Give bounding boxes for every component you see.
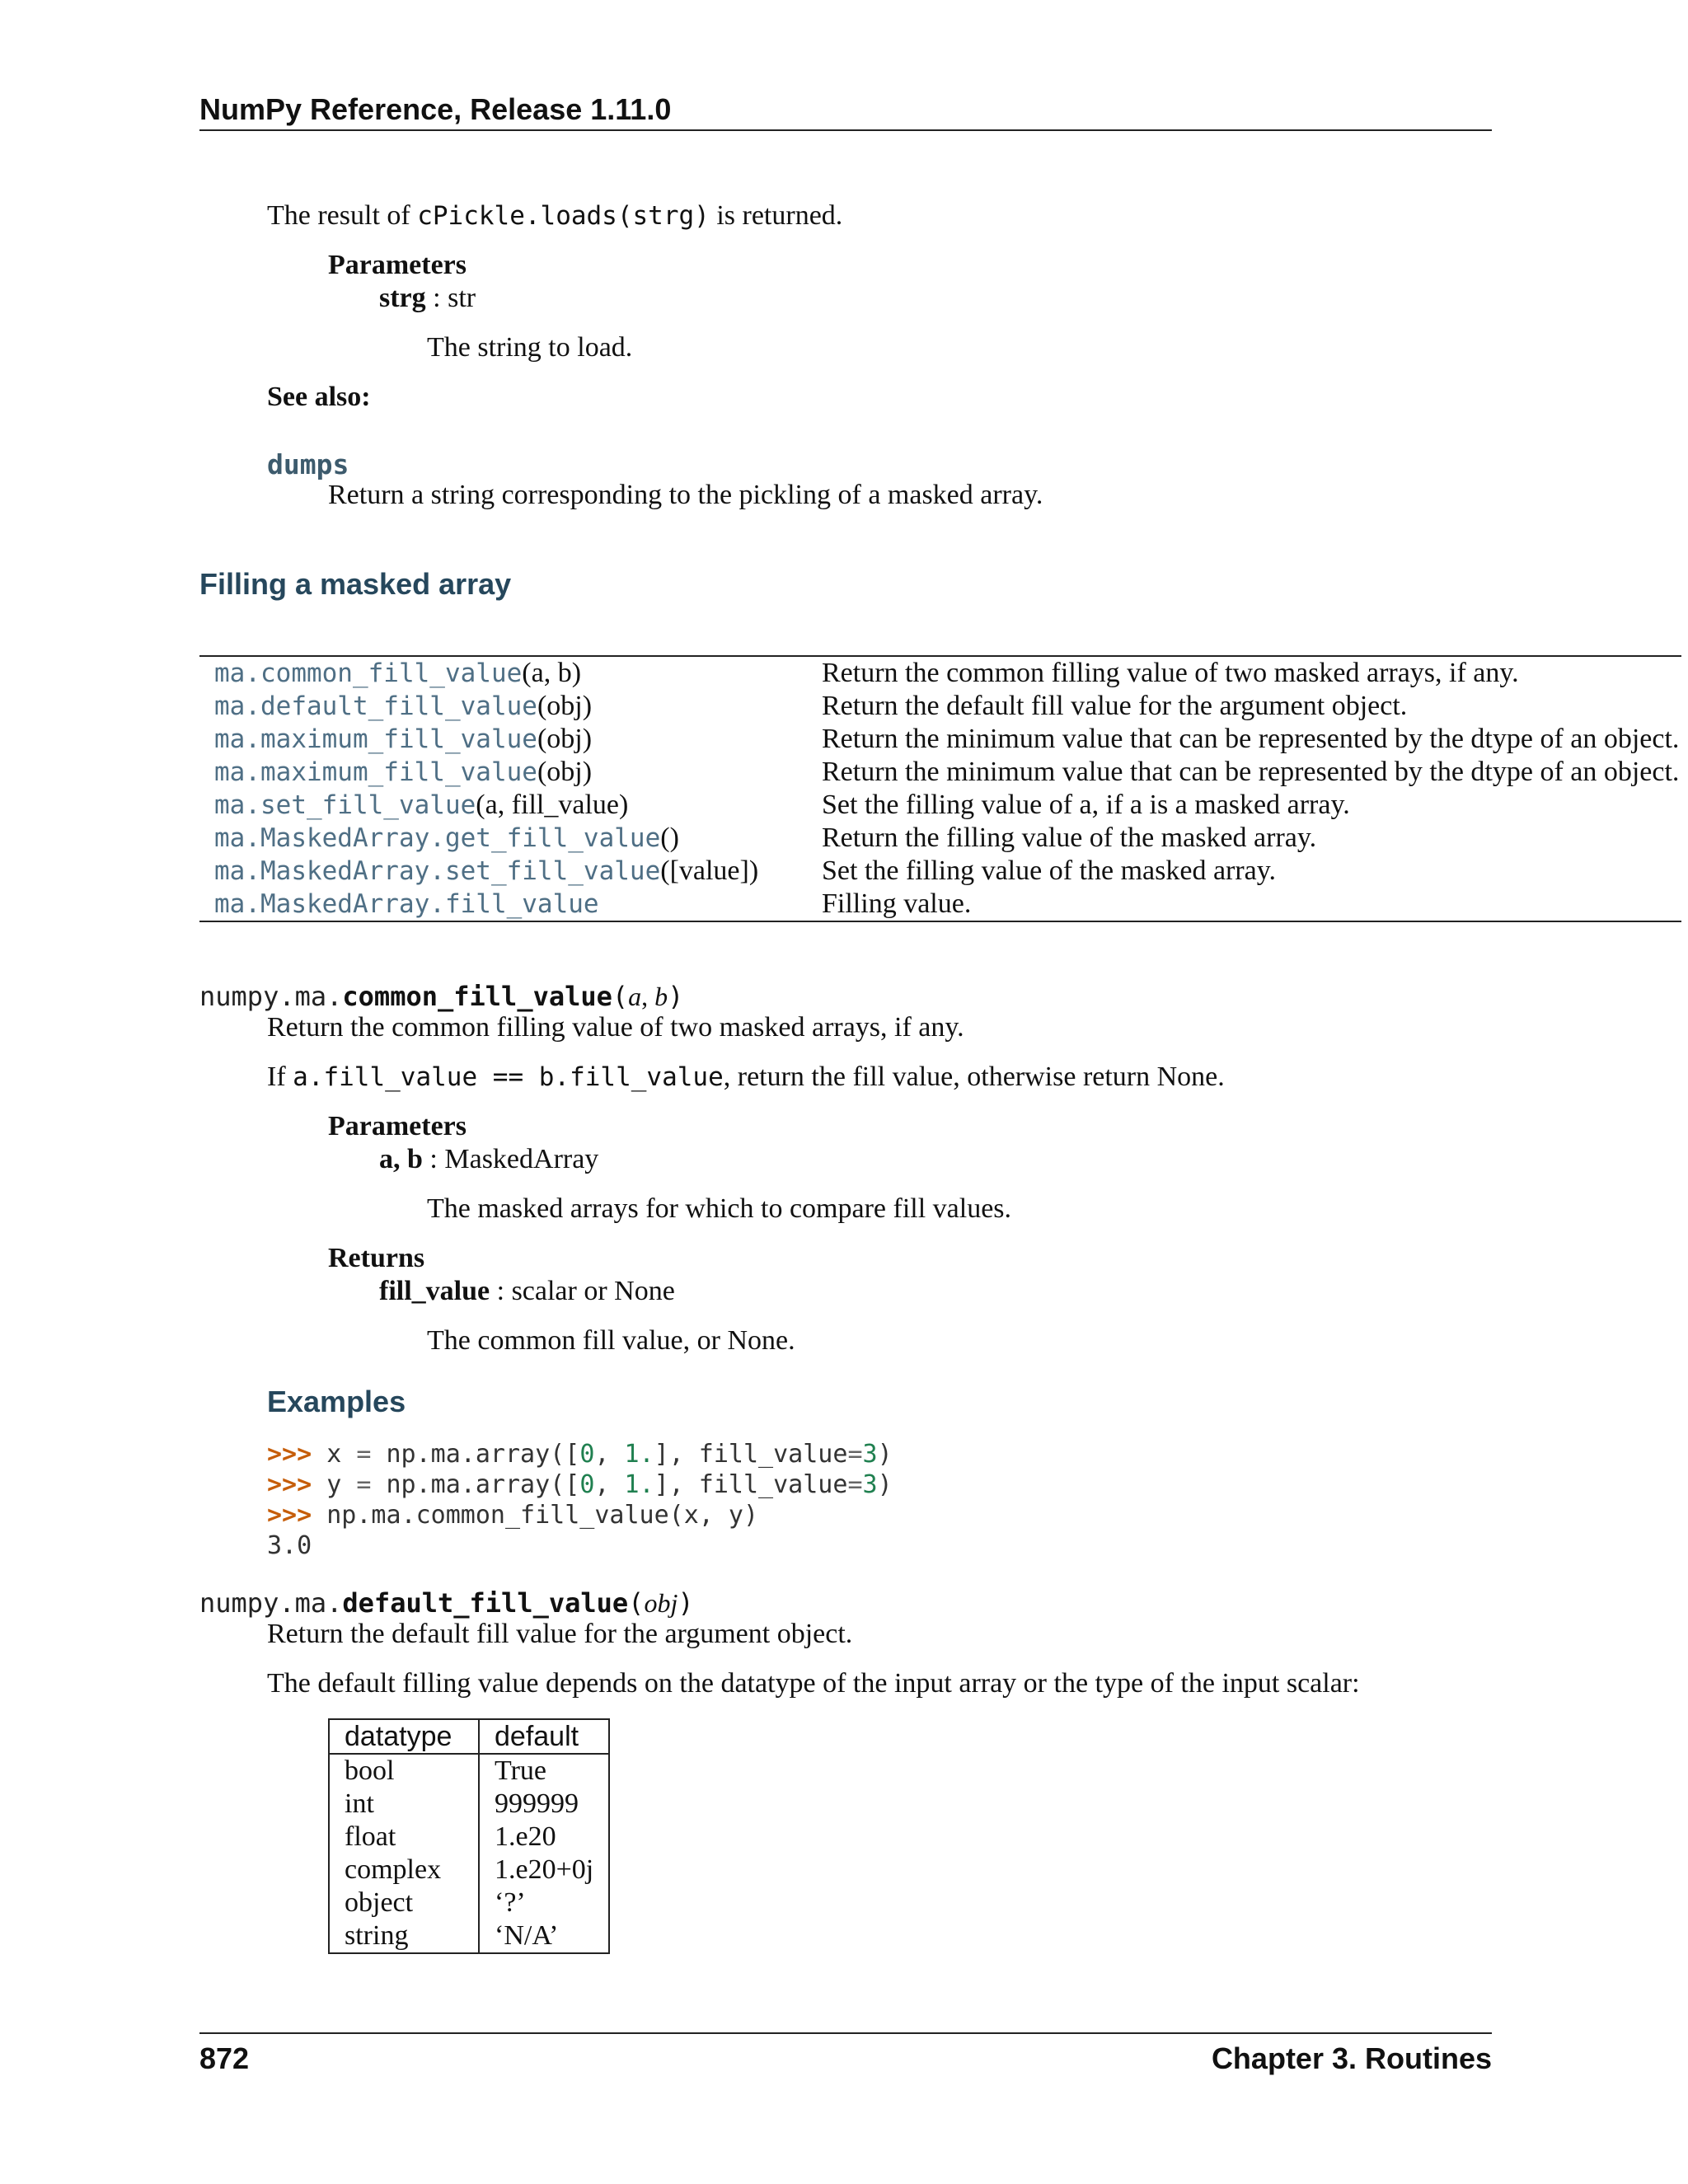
table-row: ma.maximum_fill_value(obj) Return the minimum value that can be represented by the dtype of an object. xyxy=(214,724,1680,754)
return-fill-value-desc: The common fill value, or None. xyxy=(427,1325,795,1356)
page-header-title: NumPy Reference, Release 1.11.0 xyxy=(199,92,672,126)
inline-code: cPickle.loads(strg) xyxy=(417,201,710,231)
function-link[interactable]: ma.common_fill_value xyxy=(214,658,523,688)
table-row: ma.MaskedArray.fill_value Filling value. xyxy=(214,888,972,919)
header-rule xyxy=(199,129,1492,131)
parameters-heading: Parameters xyxy=(328,250,467,280)
table-header-row xyxy=(329,1719,609,1754)
code-output: 3.0 xyxy=(267,1531,312,1560)
param-strg-desc: The string to load. xyxy=(427,332,633,363)
table-row: ma.common_fill_value(a, b) Return the common filling value of two masked arrays, if any. xyxy=(214,658,1519,688)
param-a-b-desc: The masked arrays for which to compare fill values. xyxy=(427,1193,1012,1224)
function-link[interactable]: ma.default_fill_value xyxy=(214,691,537,721)
table-row: int 999999 xyxy=(329,1788,609,1821)
function-link[interactable]: ma.MaskedArray.set_fill_value xyxy=(214,856,661,886)
parameters-heading: Parameters xyxy=(328,1111,467,1141)
code-line-1: >>> x = np.ma.array([0, 1.], fill_value=3) xyxy=(267,1440,893,1469)
footer-rule xyxy=(199,2032,1492,2034)
see-also-dumps-desc: Return a string corresponding to the pickling of a masked array. xyxy=(328,480,1043,510)
function-link[interactable]: ma.MaskedArray.get_fill_value xyxy=(214,823,661,853)
column-header: default xyxy=(479,1719,609,1754)
common-fill-value-summary: Return the common filling value of two masked arrays, if any. xyxy=(267,1012,964,1043)
table-row: object ‘?’ xyxy=(329,1886,609,1919)
default-values-table xyxy=(328,1718,610,1954)
table-row: ma.default_fill_value(obj) Return the default fill value for the argument object. xyxy=(214,691,1408,721)
returns-heading: Returns xyxy=(328,1243,425,1273)
table-row: complex 1.e20+0j xyxy=(329,1854,609,1886)
chapter-title: Chapter 3. Routines xyxy=(1211,2041,1492,2075)
see-also-dumps-link[interactable]: dumps xyxy=(267,448,349,480)
section-heading-filling: Filling a masked array xyxy=(199,567,512,601)
code-line-3: >>> np.ma.common_fill_value(x, y) xyxy=(267,1501,759,1530)
table-row: bool True xyxy=(329,1754,609,1788)
code-line-2: >>> y = np.ma.array([0, 1.], fill_value=3) xyxy=(267,1470,893,1499)
return-fill-value: fill_value : scalar or None xyxy=(379,1276,675,1306)
function-link[interactable]: ma.MaskedArray.fill_value xyxy=(214,889,599,919)
table-row: ma.MaskedArray.set_fill_value([value]) Set the filling value of the masked array. xyxy=(214,855,1277,886)
default-fill-value-summary: Return the default fill value for the argument object. xyxy=(267,1619,853,1649)
table-row: float 1.e20 xyxy=(329,1821,609,1854)
examples-heading: Examples xyxy=(267,1385,406,1418)
table-row: ma.MaskedArray.get_fill_value() Return the filling value of the masked array. xyxy=(214,823,1317,853)
page-number: 872 xyxy=(199,2041,250,2075)
function-link[interactable]: ma.maximum_fill_value xyxy=(214,724,537,754)
table-row: string ‘N/A’ xyxy=(329,1919,609,1953)
signature-common-fill-value: numpy.ma.common_fill_value(a, b) xyxy=(199,981,684,1012)
table-row: ma.set_fill_value(a, fill_value) Set the filling value of a, if a is a masked array. xyxy=(214,790,1350,820)
default-fill-value-desc: The default filling value depends on the datatype of the input array or the type of the input scalar: xyxy=(267,1668,1360,1699)
loads-result-line: The result of cPickle.loads(strg) is returned. xyxy=(267,200,843,231)
function-link[interactable]: ma.set_fill_value xyxy=(214,790,476,820)
table-row: ma.maximum_fill_value(obj) Return the minimum value that can be represented by the dtype of an object. xyxy=(214,757,1680,787)
common-fill-value-condition: If a.fill_value == b.fill_value, return the fill value, otherwise return None. xyxy=(267,1062,1225,1092)
signature-default-fill-value: numpy.ma.default_fill_value(obj) xyxy=(199,1587,694,1619)
param-strg: strg : str xyxy=(379,283,476,313)
see-also-heading: See also: xyxy=(267,382,371,412)
param-a-b: a, b : MaskedArray xyxy=(379,1144,599,1174)
column-header: datatype xyxy=(329,1719,479,1754)
fill-functions-table xyxy=(199,655,1681,922)
function-link[interactable]: ma.maximum_fill_value xyxy=(214,757,537,787)
inline-code: a.fill_value == b.fill_value xyxy=(293,1062,724,1092)
